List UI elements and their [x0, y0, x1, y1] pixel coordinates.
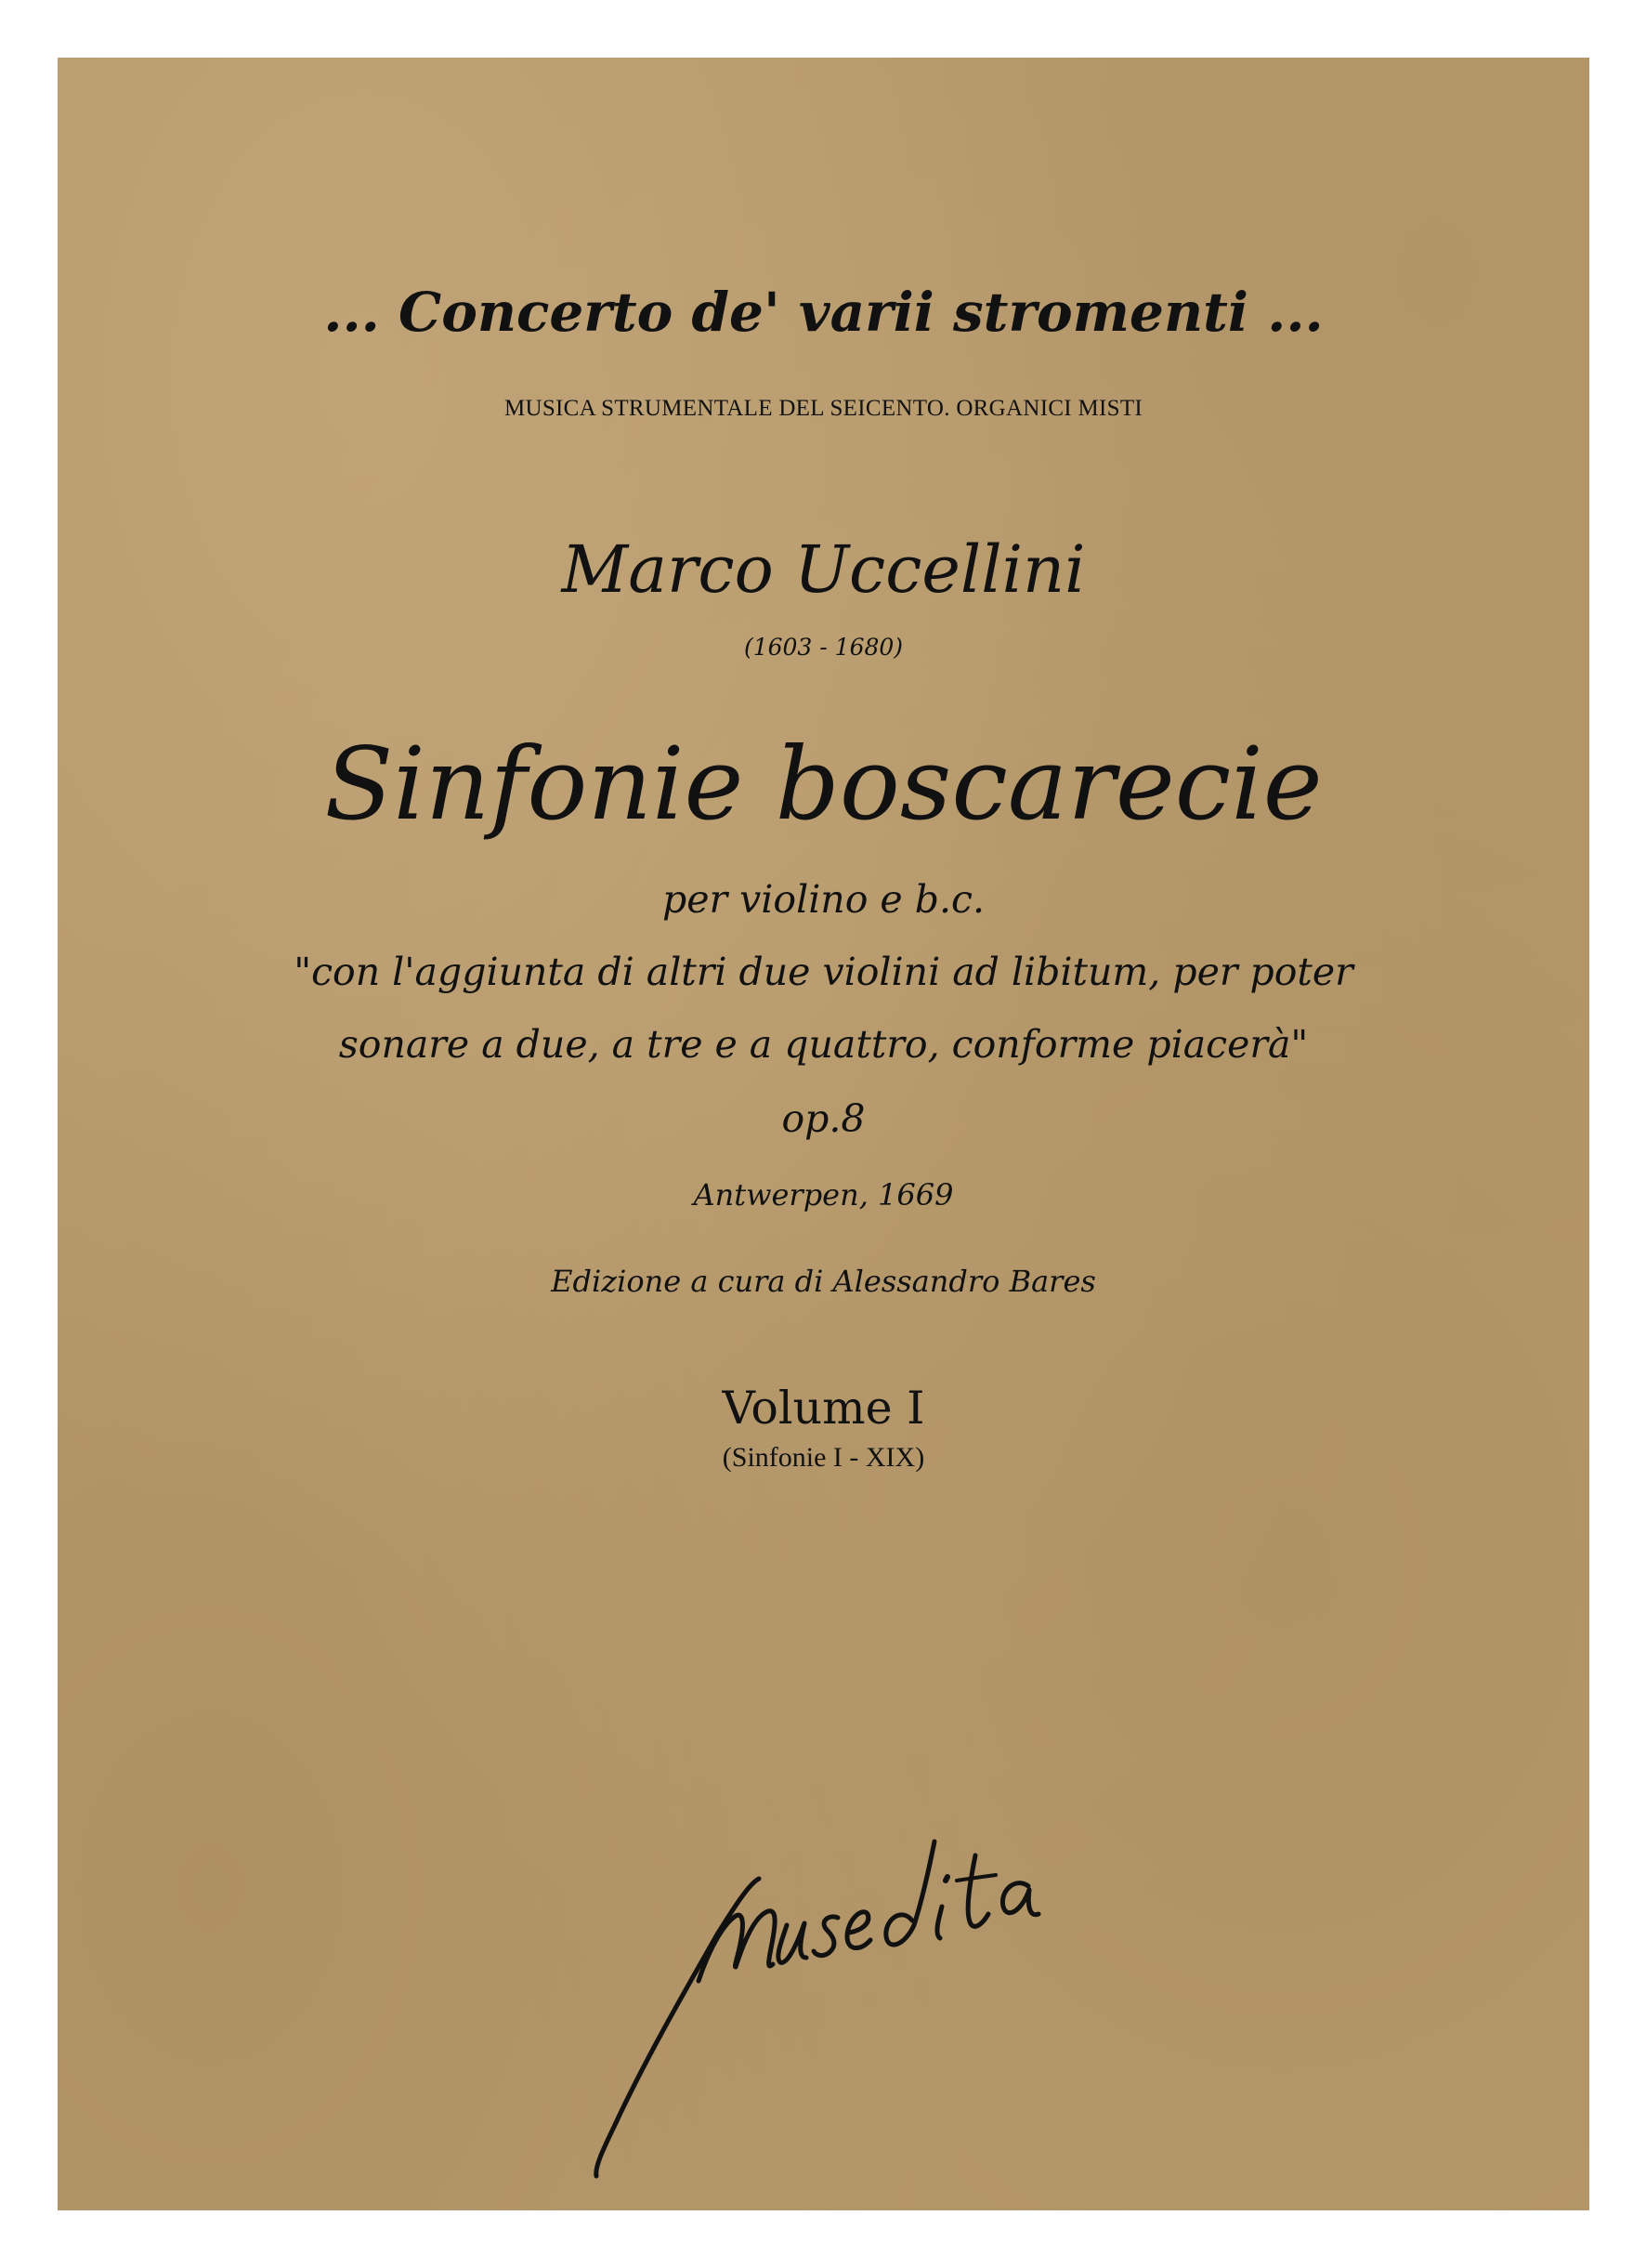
publisher-signature-logo — [559, 1767, 1154, 2195]
place-and-year: Antwerpen, 1669 — [693, 1177, 954, 1213]
scoring: per violino e b.c. — [661, 877, 986, 922]
volume-range: (Sinfonie I - XIX) — [722, 1442, 925, 1473]
opus-number: op.8 — [781, 1096, 866, 1141]
cover-page — [58, 58, 1589, 2210]
series-title: ... Concerto de' varii stromenti ... — [323, 281, 1324, 344]
composer-name: Marco Uccellini — [561, 531, 1086, 608]
series-subtitle: MUSICA STRUMENTALE DEL SEICENTO. ORGANICI MISTI — [503, 396, 1143, 421]
quote-line-2: sonare a due, a tre e a quattro, conforme piacerà" — [338, 1022, 1309, 1067]
work-title: Sinfonie boscarecie — [324, 727, 1323, 843]
editor-credit: Edizione a cura di Alessandro Bares — [551, 1264, 1096, 1299]
volume-label: Volume I — [722, 1382, 925, 1435]
quote-line-1: "con l'aggiunta di altri due violini ad libitum, per poter — [294, 950, 1353, 994]
composer-dates: (1603 - 1680) — [743, 634, 904, 661]
